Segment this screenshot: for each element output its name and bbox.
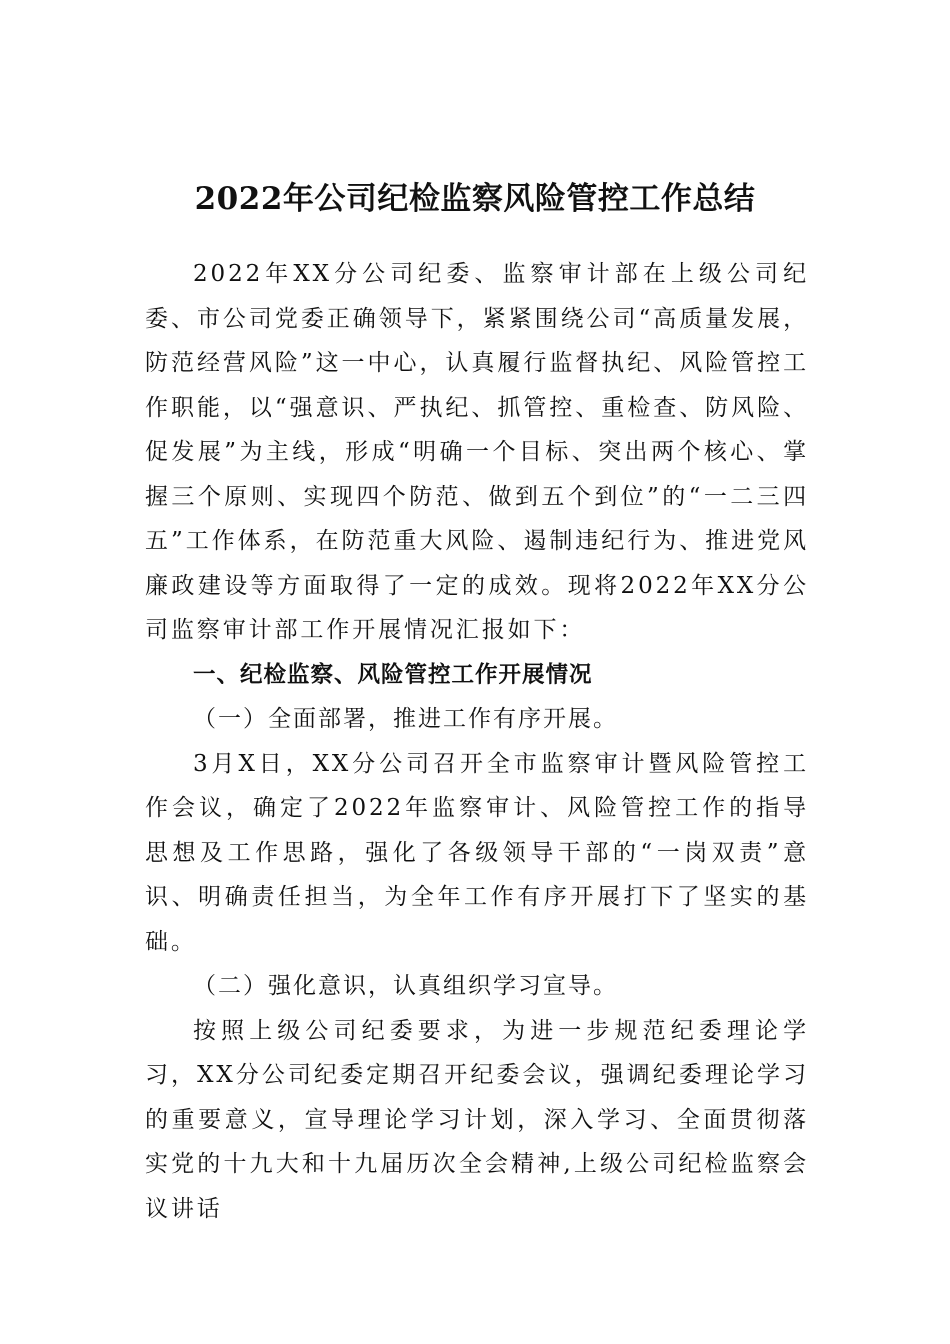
subsection-paragraph: 按照上级公司纪委要求，为进一步规范纪委理论学习，XX分公司纪委定期召开纪委会议，强调纪委理论学习的重要意义，宣导理论学习计划，深入学习、全面贯彻落实党的十九大和十九届历次全会精神,上级公司纪检监察会议讲话 — [145, 1017, 809, 1222]
subsection-heading: （二）强化意识，认真组织学习宣导。 — [193, 973, 618, 999]
subsection-heading: （一）全面部署，推进工作有序开展。 — [193, 706, 618, 732]
subsection-paragraph: 3月X日，XX分公司召开全市监察审计暨风险管控工作会议，确定了2022年监察审计、风险管控工作的指导思想及工作思路，强化了各级领导干部的“一岗双责”意识、明确责任担当，为全年工作有序开展打下了坚实的基础。 — [145, 750, 809, 955]
section-heading: 一、纪检监察、风险管控工作开展情况 — [193, 661, 593, 688]
intro-paragraph: 2022年XX分公司纪委、监察审计部在上级公司纪委、市公司党委正确领导下，紧紧围绕公司“高质量发展，防范经营风险”这一中心，认真履行监督执纪、风险管控工作职能，以“强意识、严执纪、抓管控、重检查、防风险、促发展”为主线，形成“明确一个目标、突出两个核心、掌握三个原则、实现四个防范、做到五个到位”的“一二三四五”工作体系，在防范重大风险、遏制违纪行为、推进党风廉政建设等方面取得了一定的成效。现将2022年XX分公司监察审计部工作开展情况汇报如下： — [145, 261, 809, 643]
document-title: 2022年公司纪检监察风险管控工作总结 — [194, 181, 756, 217]
document-body — [145, 252, 809, 1231]
